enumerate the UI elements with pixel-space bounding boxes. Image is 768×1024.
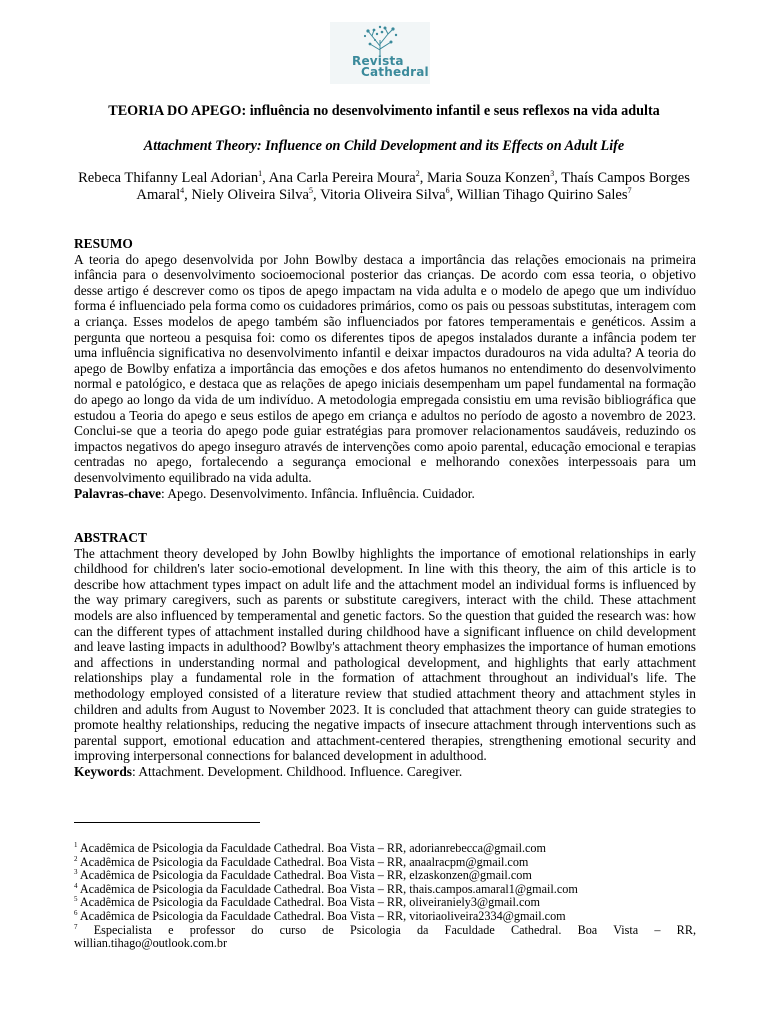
author-affiliation-marker: 7 (627, 186, 632, 196)
author-affiliation-marker: 6 (445, 186, 450, 196)
abstract-heading: ABSTRACT (74, 530, 147, 545)
author-name: Thaís Campos Borges Amaral (136, 170, 690, 203)
resumo-section (74, 236, 696, 501)
author-list (74, 170, 694, 204)
footnotes (74, 842, 696, 951)
footnote-number: 2 (74, 854, 78, 863)
author-affiliation-marker: 3 (550, 169, 555, 179)
journal-logo (330, 22, 430, 84)
author-separator: , (554, 170, 562, 186)
resumo-keywords (74, 486, 696, 502)
abstract-text: The attachment theory developed by John Bowlby highlights the importance of emotional relationships in early childhood for children's later socio-emotional development. In line with this theory, the aim of this article is to describe how attachment types impact on adult life and the attachment model an individual forms is influenced by the way primary caregivers, such as parents or substitute caregivers, interact with the child. These attachment models are also influenced by temperamental and genetic factors. So the question that guided the research was: how can the different types of attachment installed during childhood have a significant influence on child development and leave lasting impacts in adulthood? Bowlby's attachment theory emphasizes the importance of human emotions and affections in understanding normal and pathological development, and highlights that early attachment relationships play a fundamental role in the formation of attachment throughout an individual's life. The methodology employed consisted of a literature review that studied attachment theory and attachment styles in children and adults from August to November 2023. It is concluded that attachment theory can guide strategies to promote healthy relationships, reducing the negative impacts of insecure attachment through interventions such as parental support, emotional education and attachment-centered therapies, strengthening emotional security and improving interpersonal connections for balanced development in adulthood. (74, 545, 696, 764)
author-name: Vitoria Oliveira Silva (320, 187, 446, 203)
footnote-text: Acadêmica de Psicologia da Faculdade Cathedral. Boa Vista – RR, adorianrebecca@gmail.com (77, 841, 546, 855)
logo-line-2: Cathedral (361, 65, 429, 79)
author-name: Niely Oliveira Silva (191, 187, 310, 203)
abstract-keywords (74, 764, 696, 780)
author-separator: , (449, 187, 457, 203)
footnote-6 (74, 910, 696, 924)
resumo-text: A teoria do apego desenvolvida por John Bowlby destaca a importância das relações emocionais na primeira infância para o desenvolvimento socioemocional posterior das crianças. De acordo com essa teoria, o objetivo desse artigo é descrever como os tipos de apego impactam na vida adulta e o modelo de apego que um indivíduo forma é influenciado pela forma como os cuidadores primários, como os pais ou pessoas substitutas, interagem com a criança. Esses modelos de apego também são influenciados por fatores temperamentais e genéticos. Assim a pergunta que norteou a pesquisa foi: como os diferentes tipos de apegos instalados durante a infância podem ter uma influência significativa no desenvolvimento infantil e deixar impactos duradouros na vida adulta? A teoria do apego de Bowlby enfatiza a importância das emoções e dos afetos humanos no entendimento do desenvolvimento normal e patológico, e destaca que as relações de apego iniciais desempenham um papel fundamental na formação do apego ao longo da vida de um indivíduo. A metodologia empregada consistiu em uma revisão bibliográfica que estudou a Teoria do apego e seus estilos de apego em criança e adultos no período de agosto a novembro de 2023. Conclui-se que a teoria do apego pode guiar estratégias para promover relacionamentos saudáveis, reduzindo os impactos negativos do apego inseguro através de intervenções como apoio parental, educação emocional e terapias centradas no apego, fortalecendo a segurança emocional e melhorando conexões interpessoais para um desenvolvimento equilibrado na vida adulta. (74, 251, 696, 485)
author-separator: , (262, 170, 269, 186)
author-name: Maria Souza Konzen (427, 170, 551, 186)
footnote-7 (74, 924, 696, 938)
paper-subtitle: Attachment Theory: Influence on Child Development and its Effects on Adult Life (143, 138, 625, 154)
author-separator: , (184, 187, 192, 203)
footnote-7-email: willian.tihago@outlook.com.br (74, 936, 228, 951)
footnote-number: 7 (74, 922, 78, 931)
author-name: Willian Tihago Quirino Sales (456, 187, 628, 203)
footnote-number: 4 (74, 881, 78, 890)
footnote-separator (74, 822, 260, 823)
author-separator: , (313, 187, 321, 203)
author-name: Ana Carla Pereira Moura (268, 170, 416, 186)
footnote-3 (74, 869, 696, 883)
logo-wordmark (352, 56, 430, 78)
footnote-text: Acadêmica de Psicologia da Faculdade Cathedral. Boa Vista – RR, thais.campos.amaral1@gmail.com (77, 881, 578, 896)
author-separator: , (419, 170, 428, 186)
author-affiliation-marker: 1 (258, 169, 263, 179)
abstract-keywords-values: : Attachment. Development. Childhood. Influence. Caregiver. (132, 763, 463, 779)
footnote-number: 3 (74, 868, 78, 877)
resumo-heading: RESUMO (74, 236, 133, 251)
footnote-1 (74, 842, 696, 856)
footnote-text: Especialista e professor do curso de Psicologia da Faculdade Cathedral. Boa Vista – RR, (77, 922, 696, 937)
footnote-number: 6 (74, 908, 78, 917)
resumo-keywords-values: : Apego. Desenvolvimento. Infância. Influência. Cuidador. (161, 485, 475, 501)
footnote-text: Acadêmica de Psicologia da Faculdade Cathedral. Boa Vista – RR, anaalracpm@gmail.com (77, 854, 529, 869)
footnote-text: Acadêmica de Psicologia da Faculdade Cathedral. Boa Vista – RR, vitoriaoliveira2334@gmail.com (77, 908, 566, 923)
footnote-text: Acadêmica de Psicologia da Faculdade Cathedral. Boa Vista – RR, elzaskonzen@gmail.com (77, 868, 532, 883)
author-affiliation-marker: 5 (309, 186, 314, 196)
resumo-keywords-label: Palavras-chave (74, 485, 162, 501)
logo-line-1: Revista (352, 54, 404, 68)
author-affiliation-marker: 4 (180, 186, 185, 196)
footnote-number: 5 (74, 895, 78, 904)
footnote-5 (74, 896, 696, 910)
footnote-number: 1 (74, 840, 78, 849)
paper-title: TEORIA DO APEGO: influência no desenvolvimento infantil e seus reflexos na vida adulta (108, 103, 660, 119)
footnote-list (74, 842, 696, 924)
author-name: Rebeca Thifanny Leal Adorian (78, 170, 259, 186)
author-affiliation-marker: 2 (415, 169, 420, 179)
abstract-section (74, 530, 696, 780)
footnote-text: Acadêmica de Psicologia da Faculdade Cathedral. Boa Vista – RR, oliveiraniely3@gmail.com (77, 895, 540, 910)
abstract-keywords-label: Keywords (74, 763, 133, 779)
